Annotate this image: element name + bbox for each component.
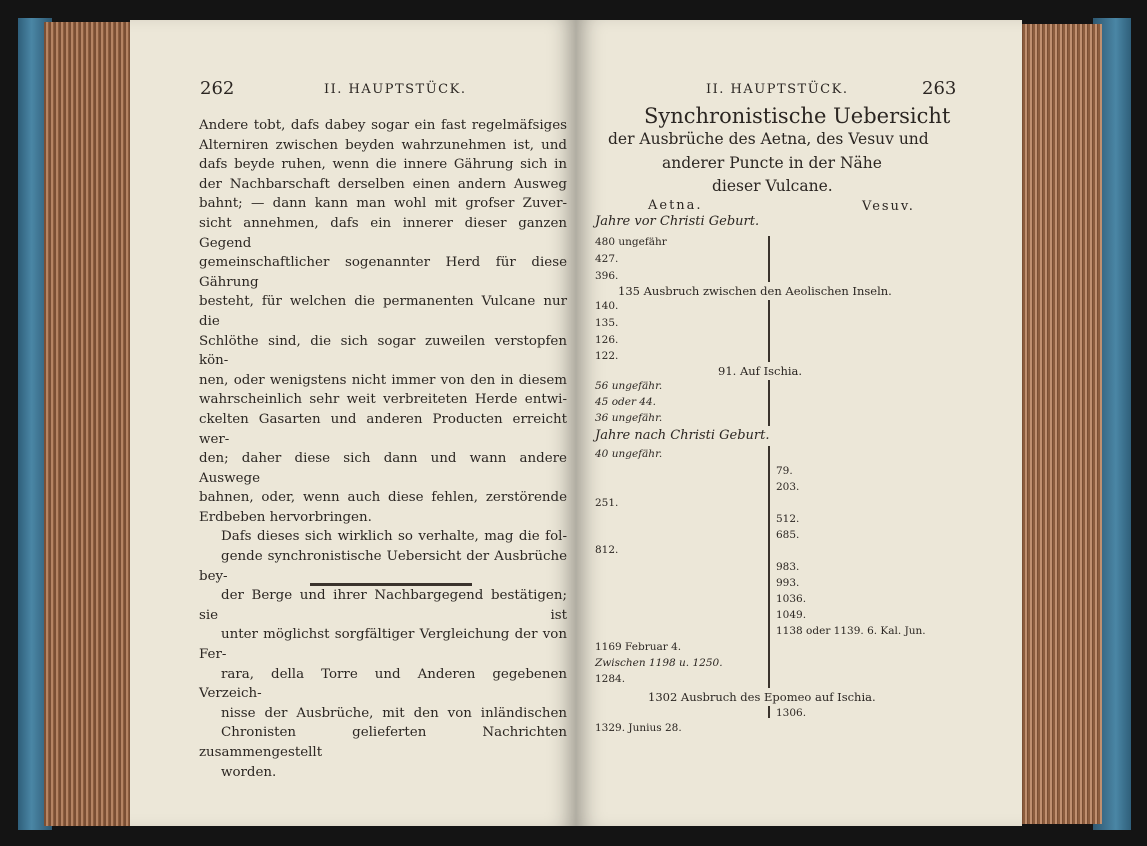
- text-line: den; daher diese sich dann und wann andere Auswege: [199, 451, 567, 486]
- aetna-entry: 140.: [595, 300, 619, 312]
- text-line: Andere tobt, dafs dabey sogar ein fast regelmäfsiges: [199, 118, 567, 133]
- aetna-entry: 40 ungefähr.: [595, 448, 663, 460]
- vesuv-entry: 1049.: [776, 609, 807, 621]
- text-line: wahrscheinlich sehr weit verbreiteten Herde entwi-: [199, 392, 567, 408]
- aetna-entry: 396.: [595, 270, 619, 282]
- left-body-text: [199, 116, 567, 782]
- table-divider: [768, 380, 770, 426]
- ischia-entry: 91. Auf Ischia.: [718, 364, 803, 378]
- vesuv-entry: 79.: [776, 465, 793, 477]
- left-page-number: 262: [200, 78, 235, 99]
- text-line: rara, della Torre und Anderen gegebenen Verzeich-: [199, 666, 567, 702]
- vesuv-entry: 983.: [776, 561, 800, 573]
- text-line: der Nachbarschaft derselben einen andern Ausweg: [199, 176, 567, 192]
- vesuv-entry: 203.: [776, 481, 800, 493]
- page-edges-left: [44, 22, 134, 826]
- aetna-entry: 427.: [595, 253, 619, 265]
- aetna-entry: 135.: [595, 317, 619, 329]
- text-line: der Berge und ihrer Nachbargegend bestätigen; sie ist: [199, 588, 567, 623]
- aetna-entry: 36 ungefähr.: [595, 412, 663, 424]
- table-title: Synchronistische Uebersicht: [644, 104, 951, 128]
- section-before-christ: Jahre vor Christi Geburt.: [595, 214, 760, 229]
- subtitle-line-2: anderer Puncte in der Nähe: [662, 154, 882, 172]
- aeolian-islands-entry: 135 Ausbruch zwischen den Aeolischen Inseln.: [618, 284, 892, 298]
- aetna-entry: 812.: [595, 544, 619, 556]
- text-line: ckelten Gasarten und anderen Producten erreicht wer-: [199, 411, 567, 447]
- closing-rule: [310, 583, 472, 586]
- paragraph-2: [199, 527, 567, 782]
- paragraph-1: [199, 116, 567, 527]
- text-line: Alterniren zwischen beyden wahrzunehmen ist, und: [199, 137, 567, 153]
- text-line: nen, oder wenigstens nicht immer von den in diesem: [199, 372, 567, 388]
- text-line: sicht annehmen, dafs ein innerer dieser ganzen Gegend: [199, 215, 567, 251]
- aetna-entry: 1329. Junius 28.: [595, 722, 682, 734]
- aetna-entry: 56 ungefähr.: [595, 380, 663, 392]
- aetna-entry: 45 oder 44.: [595, 396, 657, 408]
- right-page-number: 263: [922, 78, 957, 99]
- subtitle-line-3: dieser Vulcane.: [712, 177, 833, 195]
- vesuv-entry: 512.: [776, 513, 800, 525]
- right-running-head: II. HAUPTSTÜCK.: [706, 82, 849, 97]
- vesuv-entry: 1138 oder 1139. 6. Kal. Jun.: [776, 625, 926, 637]
- text-line: unter möglichst sorgfältiger Vergleichung der von Fer-: [199, 627, 567, 663]
- aetna-entry: 1284.: [595, 673, 626, 685]
- aetna-entry: 480 ungefähr: [595, 236, 667, 248]
- text-line: besteht, für welchen die permanenten Vulcane nur die: [199, 294, 567, 329]
- table-divider: [768, 300, 770, 362]
- text-line: gende synchronistische Uebersicht der Ausbrüche bey-: [199, 549, 567, 584]
- vesuv-entry: 1306.: [776, 707, 807, 719]
- table-divider: [768, 706, 770, 718]
- vesuv-entry: 993.: [776, 577, 800, 589]
- text-line: Schlöthe sind, die sich sogar zuweilen verstopfen kön-: [199, 333, 567, 369]
- subtitle-line-1: der Ausbrüche des Aetna, des Vesuv und: [608, 130, 929, 148]
- text-line: Chronisten gelieferten Nachrichten zusammengestellt: [199, 725, 567, 760]
- aetna-entry: 126.: [595, 334, 619, 346]
- text-line: bahnen, oder, wenn auch diese fehlen, zerstörende: [199, 490, 567, 506]
- section-after-christ: Jahre nach Christi Geburt.: [595, 428, 770, 443]
- vesuv-entry: 1036.: [776, 593, 807, 605]
- epomeo-entry: 1302 Ausbruch des Epomeo auf Ischia.: [648, 690, 876, 704]
- aetna-entry: 122.: [595, 350, 619, 362]
- text-line: gemeinschaftlicher sogenannter Herd für diese Gährung: [199, 255, 567, 290]
- left-running-head: II. HAUPTSTÜCK.: [324, 82, 467, 97]
- text-line: nisse der Ausbrüche, mit den von inländischen: [221, 705, 567, 721]
- column-header-vesuv: Vesuv.: [862, 199, 915, 214]
- text-line: dafs beyde ruhen, wenn die innere Gährung sich in: [199, 157, 567, 173]
- vesuv-entry: 685.: [776, 529, 800, 541]
- text-line: Dafs dieses sich wirklich so verhalte, mag die fol-: [221, 529, 567, 545]
- page-edges-right: [1018, 24, 1102, 824]
- aetna-entry: 1169 Februar 4.: [595, 641, 682, 653]
- text-line: bahnt; — dann kann man wohl mit grofser Zuver-: [199, 196, 567, 212]
- table-divider: [768, 446, 770, 688]
- table-divider: [768, 236, 770, 282]
- aetna-entry: 251.: [595, 497, 619, 509]
- aetna-entry: Zwischen 1198 u. 1250.: [595, 657, 723, 669]
- column-header-aetna: Aetna.: [648, 198, 703, 213]
- text-line: worden.: [221, 764, 277, 780]
- text-line: Erdbeben hervorbringen.: [199, 509, 372, 525]
